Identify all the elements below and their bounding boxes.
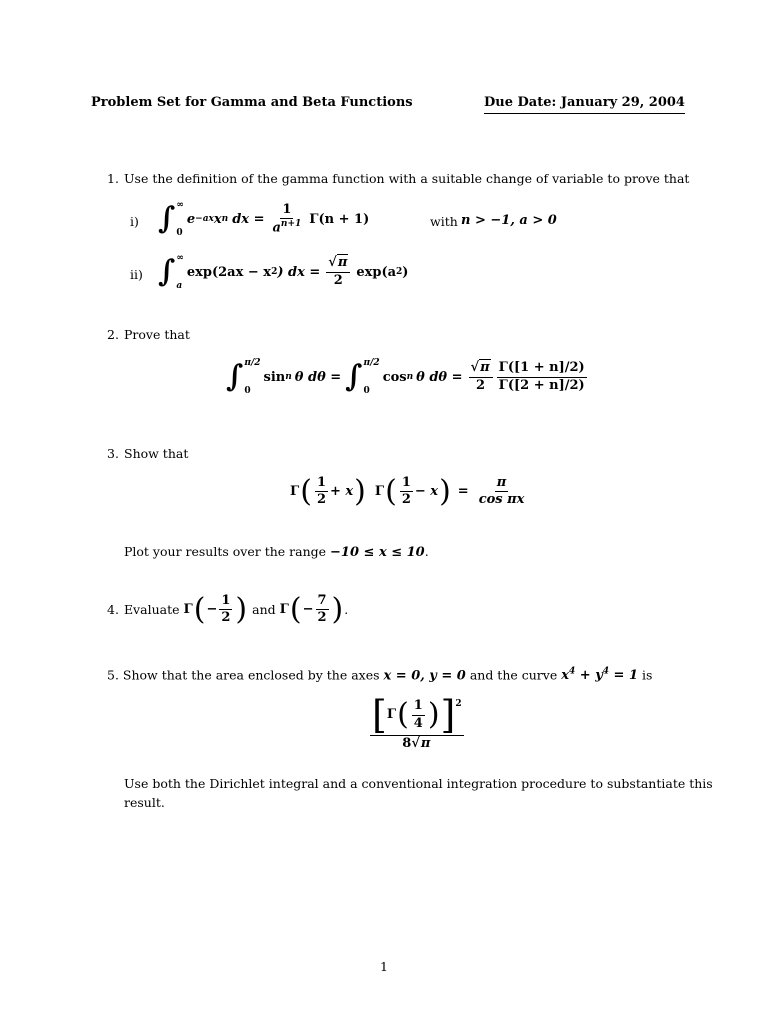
problem-2-text: Prove that	[124, 327, 190, 342]
rhs-num: π	[495, 476, 509, 492]
plot-range: −10 ≤ x ≤ 10	[330, 545, 425, 560]
upper-limit: ∞	[176, 253, 184, 263]
problem-3-equation: Γ ( $\frac{1}{2}$ + x ) Γ ( $\frac{1}{2}$ − x ) = $\frac{\pi}{\text{cos πx}}$	[290, 473, 525, 509]
integrand-exponent: −ax	[195, 214, 214, 224]
integral-limits	[176, 253, 184, 291]
integrand: exp(2ax − x	[186, 264, 272, 280]
problem-5-text-1: Show that the area enclosed by the axes	[122, 667, 380, 683]
denominator: 2	[333, 272, 343, 288]
sqrt-pi: π	[480, 360, 490, 376]
half-den-1: 2	[316, 492, 326, 508]
plus-x: + x	[330, 484, 354, 500]
rhs-fraction	[477, 476, 527, 508]
area-denominator: 8√π	[402, 736, 431, 751]
eight: 8	[402, 736, 412, 751]
numerator: 1	[280, 203, 293, 219]
integrand-e: e	[186, 211, 196, 227]
equals: =	[457, 484, 469, 500]
gamma: Γ	[386, 706, 397, 722]
due-date: Due Date: January 29, 2004	[484, 95, 685, 114]
gamma-1: Γ	[183, 602, 193, 618]
sqrt-pi: π	[420, 736, 431, 751]
integral-limits-2	[364, 358, 380, 396]
curve-equals: = 1	[609, 668, 639, 684]
problem-1-ii-equation	[158, 253, 408, 291]
curve-plus-y: + y	[575, 668, 603, 684]
curve-x: x	[561, 668, 569, 684]
curve-y-exp: 4	[602, 667, 610, 677]
area-numerator: [ Γ ( $\frac{1}{4}$ ) ] 2	[372, 693, 462, 737]
cos-differential: θ dθ =	[416, 369, 463, 385]
num-1: 1	[219, 594, 232, 610]
and: and	[252, 602, 276, 618]
sin-power: n	[285, 372, 292, 382]
problem-1-number: 1.	[107, 171, 119, 186]
num-2: 7	[316, 594, 329, 610]
fraction	[270, 203, 303, 236]
half-2	[400, 476, 413, 508]
period: .	[344, 602, 349, 618]
denominator-exponent: n+1	[280, 218, 302, 229]
gamma-term: Γ(n + 1)	[309, 211, 370, 227]
numerator: π	[337, 255, 348, 271]
problem-1-text: Use the definition of the gamma function with a suitable change of variable to prove that	[124, 171, 690, 186]
half-den-2: 2	[401, 492, 411, 508]
gamma-fraction	[497, 361, 587, 393]
area-result	[368, 693, 466, 751]
fraction: $\frac{√\pi}{2}$	[326, 256, 350, 288]
sin-differential: θ dθ =	[294, 369, 342, 385]
rhs-close: )	[402, 264, 409, 280]
fraction-seven-halves	[316, 594, 329, 626]
integral-limits	[176, 200, 184, 238]
sqrt-fraction: $\frac{√\pi}{2}$	[469, 361, 493, 393]
problem-4: 4. Evaluate Γ ( − $\frac{1}{2}$ ) and Γ ( − $\frac{7}{2}$ ) .	[107, 591, 349, 627]
lower-limit: a	[176, 281, 183, 291]
square-exponent: 2	[271, 267, 278, 277]
half-1	[315, 476, 328, 508]
condition-label: with	[430, 214, 458, 229]
rhs: exp(a	[356, 264, 397, 280]
lower-limit: 0	[176, 228, 183, 238]
upper-limit: π/2	[244, 358, 261, 368]
area-fraction	[370, 693, 464, 751]
half-num-1: 1	[315, 476, 328, 492]
cos: cos	[382, 369, 407, 385]
fraction-half	[219, 594, 232, 626]
problem-4-text: Evaluate	[123, 602, 180, 618]
upper-limit-2: π/2	[363, 358, 380, 368]
upper-limit: ∞	[176, 200, 184, 210]
den-2: 2	[317, 610, 327, 626]
condition: n > −1, a > 0	[461, 213, 557, 228]
denominator: a	[272, 220, 281, 236]
gamma-2: Γ	[279, 602, 289, 618]
differential: dx =	[232, 211, 265, 227]
document-title: Problem Set for Gamma and Beta Functions	[91, 95, 413, 110]
quarter-num: 1	[412, 699, 425, 715]
integral-sign: ∫	[158, 254, 176, 289]
rhs-exponent: 2	[396, 267, 403, 277]
differential: ) dx =	[277, 264, 321, 280]
sin: sin	[263, 369, 286, 385]
lower-limit: 0	[244, 386, 251, 396]
problem-2-number: 2.	[107, 327, 119, 342]
problem-1-i-equation	[158, 200, 369, 238]
integral-sign-2: ∫	[345, 359, 363, 394]
integrand-x-power: n	[221, 214, 229, 224]
problem-3-number: 3.	[107, 446, 119, 461]
problem-5-paragraph-2: result.	[124, 795, 165, 810]
lower-limit-2: 0	[363, 386, 370, 396]
two: 2	[476, 377, 486, 393]
problem-5-number: 5.	[107, 667, 119, 683]
half-num-2: 1	[400, 476, 413, 492]
den-1: 2	[221, 610, 231, 626]
period: .	[424, 544, 429, 559]
axes-equation: x = 0, y = 0	[383, 668, 466, 684]
square-exponent: 2	[455, 699, 462, 709]
problem-2-equation	[226, 358, 589, 396]
problem-5-statement	[107, 667, 652, 683]
problem-3-text: Show that	[124, 446, 189, 461]
quarter	[412, 699, 425, 731]
problem-1-ii-label: ii)	[130, 267, 143, 282]
problem-5-text-3: is	[642, 667, 653, 683]
plot-instruction	[124, 544, 429, 560]
cos-power: n	[406, 372, 414, 382]
integral-sign: ∫	[158, 201, 176, 236]
problem-1-i-label: i)	[130, 214, 139, 229]
problem-5-paragraph: Use both the Dirichlet integral and a conventional integration procedure to substantiate this	[124, 776, 713, 791]
quarter-den: 4	[413, 715, 423, 731]
curve-x-exp: 4	[569, 667, 576, 677]
gamma-1: Γ	[290, 484, 300, 500]
rhs-den: cos πx	[478, 492, 525, 508]
integral-sign: ∫	[226, 359, 244, 394]
gamma-numerator: Γ([1 + n]/2)	[497, 361, 587, 377]
page-number: 1	[380, 959, 388, 974]
minus-1: −	[206, 602, 218, 618]
gamma-denominator: Γ([2 + n]/2)	[498, 377, 585, 393]
minus-x: − x	[414, 484, 439, 500]
plot-text: Plot your results over the range	[124, 544, 327, 559]
problem-4-number: 4.	[107, 602, 119, 618]
gamma-2: Γ	[374, 484, 385, 500]
problem-5-text-2: and the curve	[469, 667, 558, 683]
integral-limits	[244, 358, 260, 396]
integrand-x: x	[213, 211, 222, 227]
minus-2: −	[302, 602, 314, 618]
